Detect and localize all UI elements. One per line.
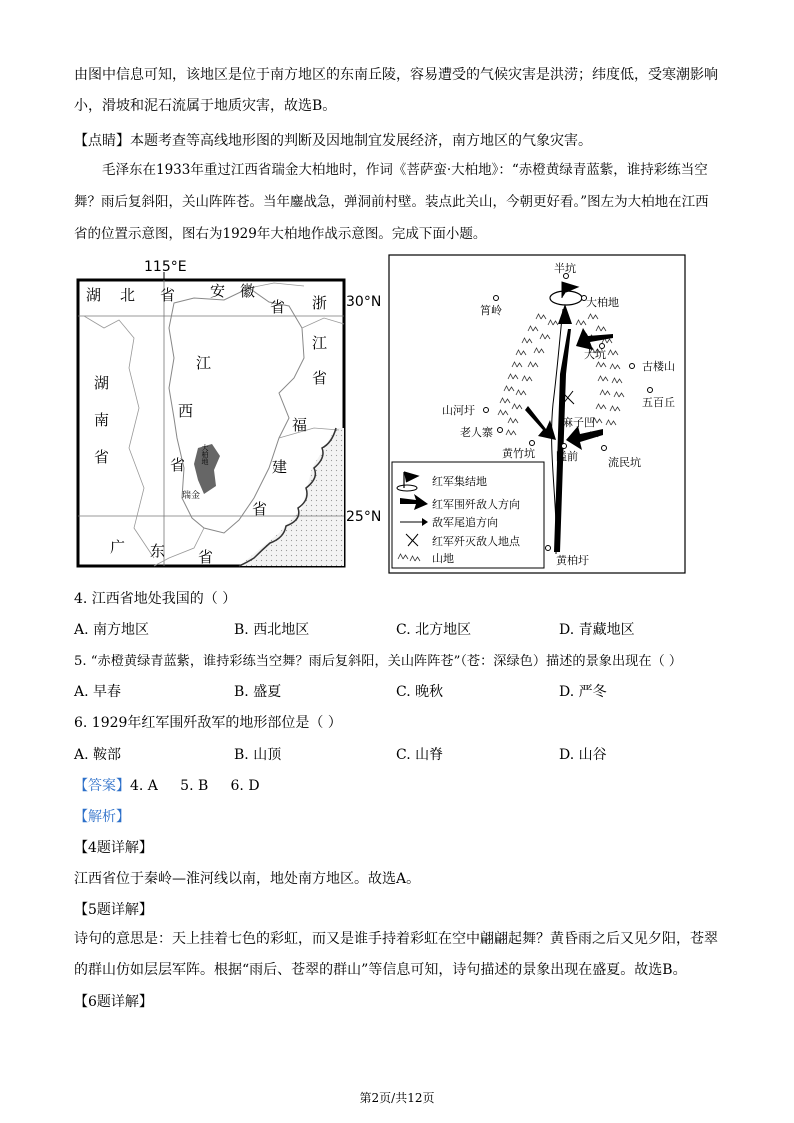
map-legend bbox=[392, 462, 544, 568]
place-liumin: 流民坑 bbox=[608, 456, 641, 469]
place-huangzhu: 黄竹坑 bbox=[502, 447, 535, 460]
answer-section bbox=[74, 775, 260, 795]
hunan-3: 省 bbox=[94, 448, 110, 466]
legend-mountain: 山地 bbox=[432, 552, 454, 565]
q6-option-c: C. 山脊 bbox=[396, 747, 444, 763]
legend-assembly: 红军集结地 bbox=[432, 475, 487, 488]
q4-detail-text: 江西省位于秦岭—淮河线以南，地处南方地区。故选A。 bbox=[74, 871, 421, 887]
q6-option-b: B. 山顶 bbox=[234, 747, 282, 763]
q6-option-d: D. 山谷 bbox=[559, 747, 607, 763]
jiangxi-2: 西 bbox=[178, 402, 194, 420]
battle-map bbox=[388, 254, 688, 578]
hunan-2: 南 bbox=[94, 411, 110, 429]
question-intro: 毛泽东在1933年重过江西省瑞金大柏地时，作词《菩萨蛮·大柏地》：“赤橙黄绿青蓝紫，谁持彩练当空舞？雨后复斜阳，关山阵阵苍。当年鏖战急，弹洞前村壁。装点此关山，今朝更好看。”图左为大柏地在江西省的位置示意图，图右为1929年大柏地作战示意图。完成下面小题。 bbox=[74, 162, 709, 242]
guangdong-3: 省 bbox=[198, 548, 214, 566]
place-wubai: 五百丘 bbox=[642, 396, 675, 409]
hubei-3: 省 bbox=[160, 286, 176, 304]
q5-option-a: A. 早春 bbox=[74, 684, 122, 700]
q5-option-c: C. 晚秋 bbox=[396, 684, 444, 700]
q4-option-a: A. 南方地区 bbox=[74, 622, 150, 638]
q6-option-a: A. 鞍部 bbox=[74, 747, 122, 763]
question-6-stem: 6. 1929年红军围歼敌军的地形部位是（ ） bbox=[74, 715, 342, 731]
fujian-1: 福 bbox=[292, 416, 308, 434]
legend-annihilate: 红军歼灭敌人地点 bbox=[432, 535, 520, 548]
legend-pursue: 敌军尾追方向 bbox=[432, 516, 498, 529]
dabaidi-label-left: 大柏地 bbox=[201, 444, 209, 465]
legend-encircle: 红军围歼敌人方向 bbox=[432, 498, 520, 511]
place-bankeng: 半坑 bbox=[554, 262, 576, 275]
ruijin-label: 瑞金 bbox=[182, 491, 201, 501]
q5-option-b: B. 盛夏 bbox=[234, 684, 282, 700]
q4-option-c: C. 北方地区 bbox=[396, 622, 472, 638]
lat-25-label: 25°N bbox=[346, 509, 382, 525]
place-shanhe: 山河圩 bbox=[442, 404, 475, 417]
place-laoren: 老人寨 bbox=[460, 426, 493, 439]
place-huangbai: 黄柏圩 bbox=[556, 554, 589, 567]
q6-detail-label: 【6题详解】 bbox=[74, 994, 153, 1010]
point-label: 【点睛】 bbox=[74, 133, 130, 149]
place-dabaidi: 大柏地 bbox=[586, 296, 619, 309]
q4-option-b: B. 西北地区 bbox=[234, 622, 310, 638]
q4-option-d: D. 青藏地区 bbox=[559, 622, 635, 638]
anhui-1: 安 bbox=[210, 282, 226, 300]
zhejiang-2: 江 bbox=[312, 334, 328, 352]
point-section bbox=[74, 130, 592, 150]
zhejiang-1: 浙 bbox=[312, 294, 328, 312]
guangdong-2: 东 bbox=[150, 542, 166, 560]
place-gulou: 古楼山 bbox=[642, 360, 675, 373]
q5-option-d: D. 严冬 bbox=[559, 684, 607, 700]
guangdong-1: 广 bbox=[110, 538, 126, 556]
hubei-2: 北 bbox=[120, 286, 136, 304]
q5-detail-text: 诗句的意思是：天上挂着七色的彩虹，而又是谁手持着彩虹在空中翩翩起舞？黄昏雨之后又见夕阳，苍翠的群山仿如层层军阵。根据“雨后、苍翠的群山”等信息可知，诗句描述的景象出现在盛夏。故选B。 bbox=[74, 931, 718, 978]
fujian-3: 省 bbox=[252, 500, 268, 518]
hubei-1: 湖 bbox=[86, 286, 102, 304]
q5-detail-label: 【5题详解】 bbox=[74, 902, 153, 918]
place-xiaoling: 筲岭 bbox=[480, 304, 502, 317]
place-ganqian: 隘前 bbox=[556, 450, 578, 463]
lon-115-label: 115°E bbox=[144, 259, 187, 275]
fujian-2: 建 bbox=[272, 458, 288, 476]
point-text: 本题考查等高线地形图的判断及因地制宜发展经济，南方地区的气象灾害。 bbox=[130, 133, 592, 149]
answer-text: 4. A 5. B 6. D bbox=[130, 778, 260, 794]
zhejiang-3: 省 bbox=[312, 369, 328, 387]
jiangxi-3: 省 bbox=[170, 456, 186, 474]
place-mazi: 麻子凹 bbox=[562, 416, 595, 429]
anhui-3: 省 bbox=[270, 298, 286, 316]
hunan-1: 湖 bbox=[94, 374, 110, 392]
jiangxi-1: 江 bbox=[196, 354, 212, 372]
lat-30-label: 30°N bbox=[346, 294, 382, 310]
analysis-label: 【解析】 bbox=[74, 809, 130, 825]
q4-detail-label: 【4题详解】 bbox=[74, 840, 153, 856]
anhui-2: 徽 bbox=[240, 282, 256, 300]
question-5-stem: 5. “赤橙黄绿青蓝紫，谁持彩练当空舞？雨后复斜阳，关山阵阵苍”（苍：深绿色）描述的景象出现在（ ） bbox=[74, 654, 683, 669]
jiangxi-location-map bbox=[74, 258, 382, 578]
previous-analysis: 由图中信息可知，该地区是位于南方地区的东南丘陵，容易遭受的气候灾害是洪涝；纬度低，受寒潮影响小，滑坡和泥石流属于地质灾害，故选B。 bbox=[74, 67, 718, 114]
answer-label: 【答案】 bbox=[74, 778, 130, 794]
place-dakeng: 大坑 bbox=[584, 348, 606, 361]
question-4-stem: 4. 江西省地处我国的（ ） bbox=[74, 591, 237, 607]
page-footer: 第2页/共12页 bbox=[359, 1091, 435, 1105]
